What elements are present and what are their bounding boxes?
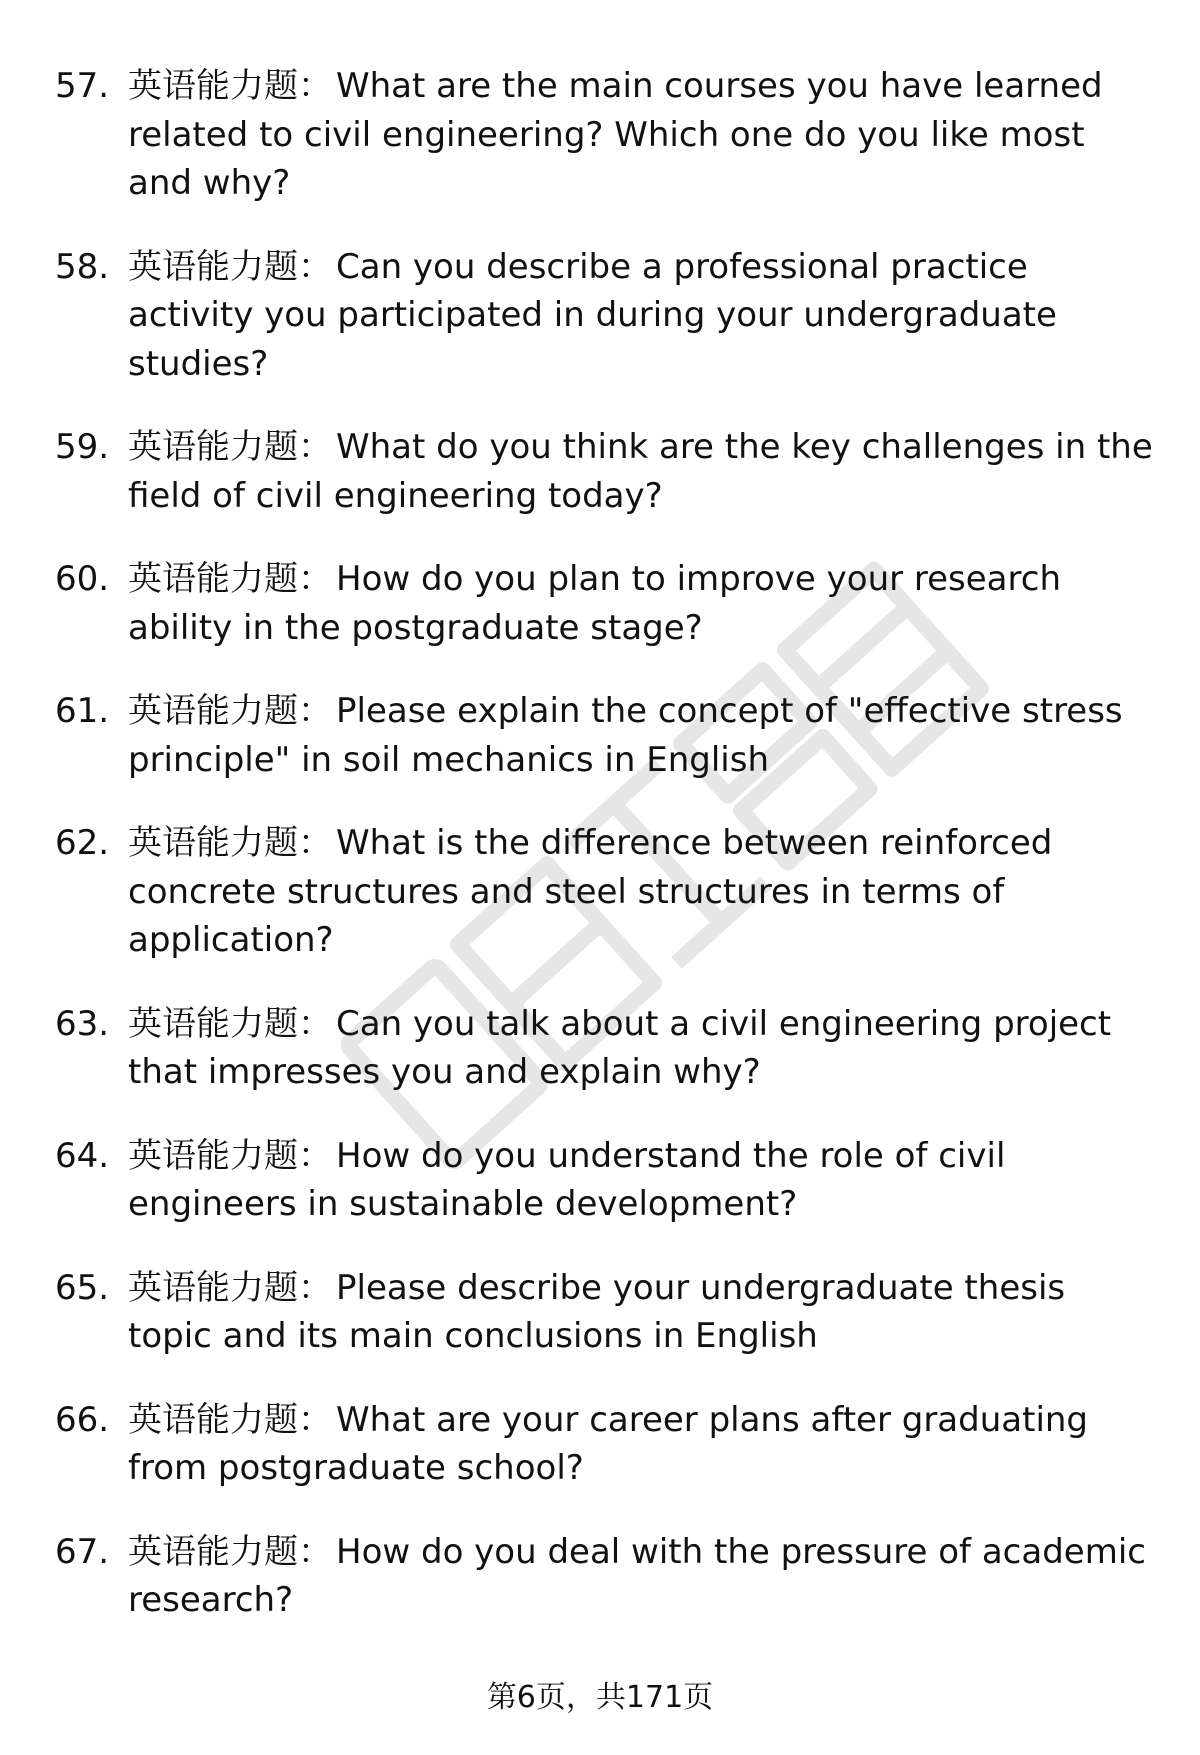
question-tag: 英语能力题 bbox=[128, 823, 298, 863]
question-item bbox=[55, 243, 1165, 389]
question-item bbox=[55, 555, 1165, 652]
question-tag: 英语能力题 bbox=[128, 246, 298, 287]
question-tag: 英语能力题 bbox=[128, 559, 298, 599]
question-text: What are the main courses you have learned related to civil engineering? Which one do you like most and why? bbox=[128, 66, 1103, 203]
question-tag: 英语能力题 bbox=[128, 1003, 298, 1044]
question-colon: ： bbox=[298, 246, 332, 287]
question-colon: ： bbox=[298, 1135, 332, 1176]
question-tag: 英语能力题 bbox=[128, 1531, 298, 1572]
question-number: 60. bbox=[55, 559, 110, 599]
question-body bbox=[128, 423, 1165, 520]
question-text: What are your career plans after graduating from postgraduate school? bbox=[128, 1399, 1089, 1488]
question-body bbox=[128, 819, 1165, 965]
question-colon: ： bbox=[298, 691, 332, 731]
question-tag: 英语能力题 bbox=[128, 1399, 298, 1440]
question-colon: ： bbox=[298, 1267, 332, 1308]
page-footer: 第6页，共171页 bbox=[486, 1680, 714, 1715]
question-body bbox=[128, 1000, 1165, 1097]
question-item bbox=[55, 687, 1165, 784]
question-list bbox=[55, 62, 1165, 1660]
question-number: 67. bbox=[55, 1531, 110, 1572]
question-colon: ： bbox=[298, 823, 332, 863]
question-number: 58. bbox=[55, 246, 110, 287]
question-body bbox=[128, 687, 1165, 784]
question-text: Please explain the concept of "effective stress principle" in soil mechanics in English bbox=[128, 691, 1123, 780]
question-number: 57. bbox=[55, 66, 110, 106]
question-tag: 英语能力题 bbox=[128, 66, 298, 106]
question-body bbox=[128, 243, 1165, 389]
question-number: 63. bbox=[55, 1003, 110, 1044]
question-item bbox=[55, 1396, 1165, 1493]
question-text: What is the difference between reinforced concrete structures and steel structures in terms of application? bbox=[128, 823, 1053, 960]
question-item bbox=[55, 1132, 1165, 1229]
question-text: How do you understand the role of civil engineers in sustainable development? bbox=[128, 1135, 1006, 1224]
question-body bbox=[128, 555, 1165, 652]
question-number: 66. bbox=[55, 1399, 110, 1440]
question-item bbox=[55, 1528, 1165, 1625]
question-body bbox=[128, 1528, 1165, 1625]
question-body bbox=[128, 1132, 1165, 1229]
question-item bbox=[55, 1264, 1165, 1361]
question-colon: ： bbox=[298, 1399, 332, 1440]
question-item bbox=[55, 423, 1165, 520]
question-item bbox=[55, 1000, 1165, 1097]
question-item bbox=[55, 62, 1165, 208]
question-text: What do you think are the key challenges in the field of civil engineering today? bbox=[128, 427, 1153, 516]
question-body bbox=[128, 1396, 1165, 1493]
question-number: 59. bbox=[55, 427, 110, 467]
question-number: 61. bbox=[55, 691, 110, 731]
question-tag: 英语能力题 bbox=[128, 1267, 298, 1308]
question-tag: 英语能力题 bbox=[128, 1135, 298, 1176]
question-colon: ： bbox=[298, 559, 332, 599]
question-tag: 英语能力题 bbox=[128, 691, 298, 731]
question-colon: ： bbox=[298, 427, 332, 467]
question-colon: ： bbox=[298, 1003, 332, 1044]
question-tag: 英语能力题 bbox=[128, 427, 298, 467]
question-text: Can you describe a professional practice activity you participated in during your undergraduate studies? bbox=[128, 246, 1057, 384]
question-number: 65. bbox=[55, 1267, 110, 1308]
question-number: 62. bbox=[55, 823, 110, 863]
question-text: Can you talk about a civil engineering project that impresses you and explain why? bbox=[128, 1003, 1112, 1092]
question-body bbox=[128, 1264, 1165, 1361]
question-colon: ： bbox=[298, 66, 332, 106]
question-text: How do you deal with the pressure of academic research? bbox=[128, 1531, 1146, 1620]
question-item bbox=[55, 819, 1165, 965]
question-text: Please describe your undergraduate thesis topic and its main conclusions in English bbox=[128, 1267, 1066, 1356]
question-number: 64. bbox=[55, 1135, 110, 1176]
question-body bbox=[128, 62, 1165, 208]
question-colon: ： bbox=[298, 1531, 332, 1572]
question-text: How do you plan to improve your research ability in the postgraduate stage? bbox=[128, 559, 1061, 648]
